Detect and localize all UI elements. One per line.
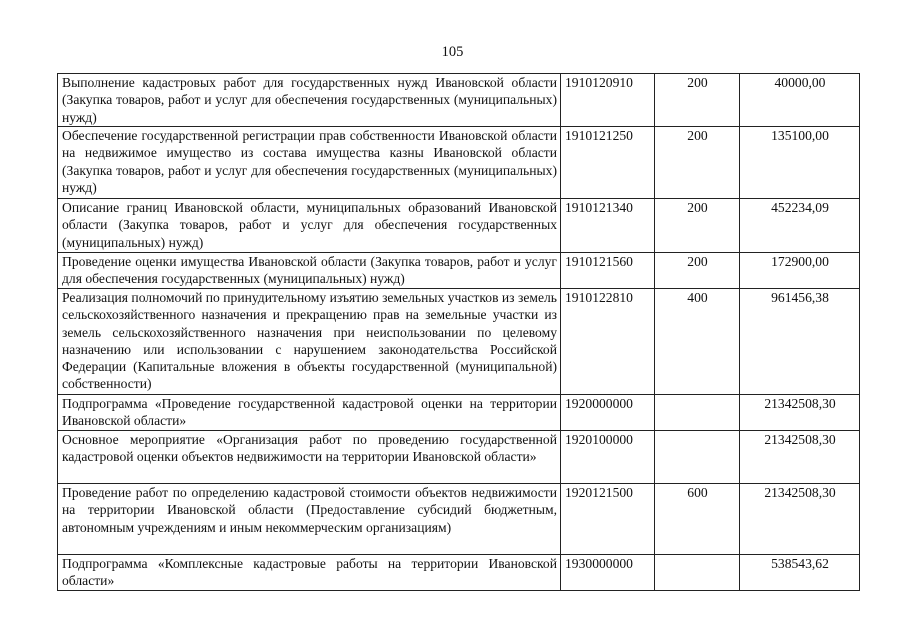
row-amount: 135100,00 <box>740 127 860 199</box>
table-row <box>58 74 860 127</box>
table-row <box>58 555 860 591</box>
row-name: Описание границ Ивановской области, муниципальных образований Ивановской области (Закупка товаров, работ и услуг для обеспечения государственных (муниципальных) нужд) <box>58 199 561 253</box>
row-expense-type <box>655 431 740 484</box>
table-row <box>58 395 860 431</box>
row-code: 1910122810 <box>561 289 655 395</box>
row-expense-type: 200 <box>655 199 740 253</box>
row-name: Основное мероприятие «Организация работ по проведению государственной кадастровой оценки объектов недвижимости на территории Ивановской области» <box>58 431 561 484</box>
row-amount: 21342508,30 <box>740 484 860 555</box>
row-expense-type: 600 <box>655 484 740 555</box>
table-row <box>58 127 860 199</box>
row-amount: 21342508,30 <box>740 395 860 431</box>
row-name: Обеспечение государственной регистрации прав собственности Ивановской области на недвижимое имущество из состава имущества казны Ивановской области (Закупка товаров, работ и услуг для обеспечения государственных (муниципальных) нужд) <box>58 127 561 199</box>
row-name: Выполнение кадастровых работ для государственных нужд Ивановской области (Закупка товаров, работ и услуг для обеспечения государственных (муниципальных) нужд) <box>58 74 561 127</box>
row-code: 1910121340 <box>561 199 655 253</box>
row-expense-type: 400 <box>655 289 740 395</box>
row-expense-type: 200 <box>655 74 740 127</box>
page-number: 105 <box>441 44 464 60</box>
row-expense-type: 200 <box>655 127 740 199</box>
row-amount: 21342508,30 <box>740 431 860 484</box>
budget-table <box>57 73 860 591</box>
table-row <box>58 199 860 253</box>
row-amount: 961456,38 <box>740 289 860 395</box>
row-amount: 172900,00 <box>740 253 860 289</box>
row-amount: 40000,00 <box>740 74 860 127</box>
table-row <box>58 431 860 484</box>
row-amount: 538543,62 <box>740 555 860 591</box>
table-row <box>58 289 860 395</box>
row-expense-type <box>655 395 740 431</box>
row-code: 1910121560 <box>561 253 655 289</box>
row-code: 1910120910 <box>561 74 655 127</box>
row-code: 1920100000 <box>561 431 655 484</box>
row-name: Реализация полномочий по принудительному изъятию земельных участков из земель сельскохозяйственного назначения и прекращению прав на земельные участки из земель сельскохозяйственного назначения при неиспользовании по целевому назначению или использовании с нарушением законодательства Российской Федерации (Капитальные вложения в объекты государственной (муниципальной) собственности) <box>58 289 561 395</box>
row-expense-type <box>655 555 740 591</box>
row-code: 1930000000 <box>561 555 655 591</box>
row-amount: 452234,09 <box>740 199 860 253</box>
row-name: Подпрограмма «Комплексные кадастровые работы на территории Ивановской области» <box>58 555 561 591</box>
row-name: Проведение оценки имущества Ивановской области (Закупка товаров, работ и услуг для обеспечения государственных (муниципальных) нужд) <box>58 253 561 289</box>
table-row <box>58 484 860 555</box>
row-code: 1910121250 <box>561 127 655 199</box>
row-name: Подпрограмма «Проведение государственной кадастровой оценки на территории Ивановской области» <box>58 395 561 431</box>
row-code: 1920121500 <box>561 484 655 555</box>
table-row <box>58 253 860 289</box>
row-code: 1920000000 <box>561 395 655 431</box>
row-name: Проведение работ по определению кадастровой стоимости объектов недвижимости на территории Ивановской области (Предоставление субсидий бюджетным, автономным учреждениям и иным некоммерческим организациям) <box>58 484 561 555</box>
row-expense-type: 200 <box>655 253 740 289</box>
